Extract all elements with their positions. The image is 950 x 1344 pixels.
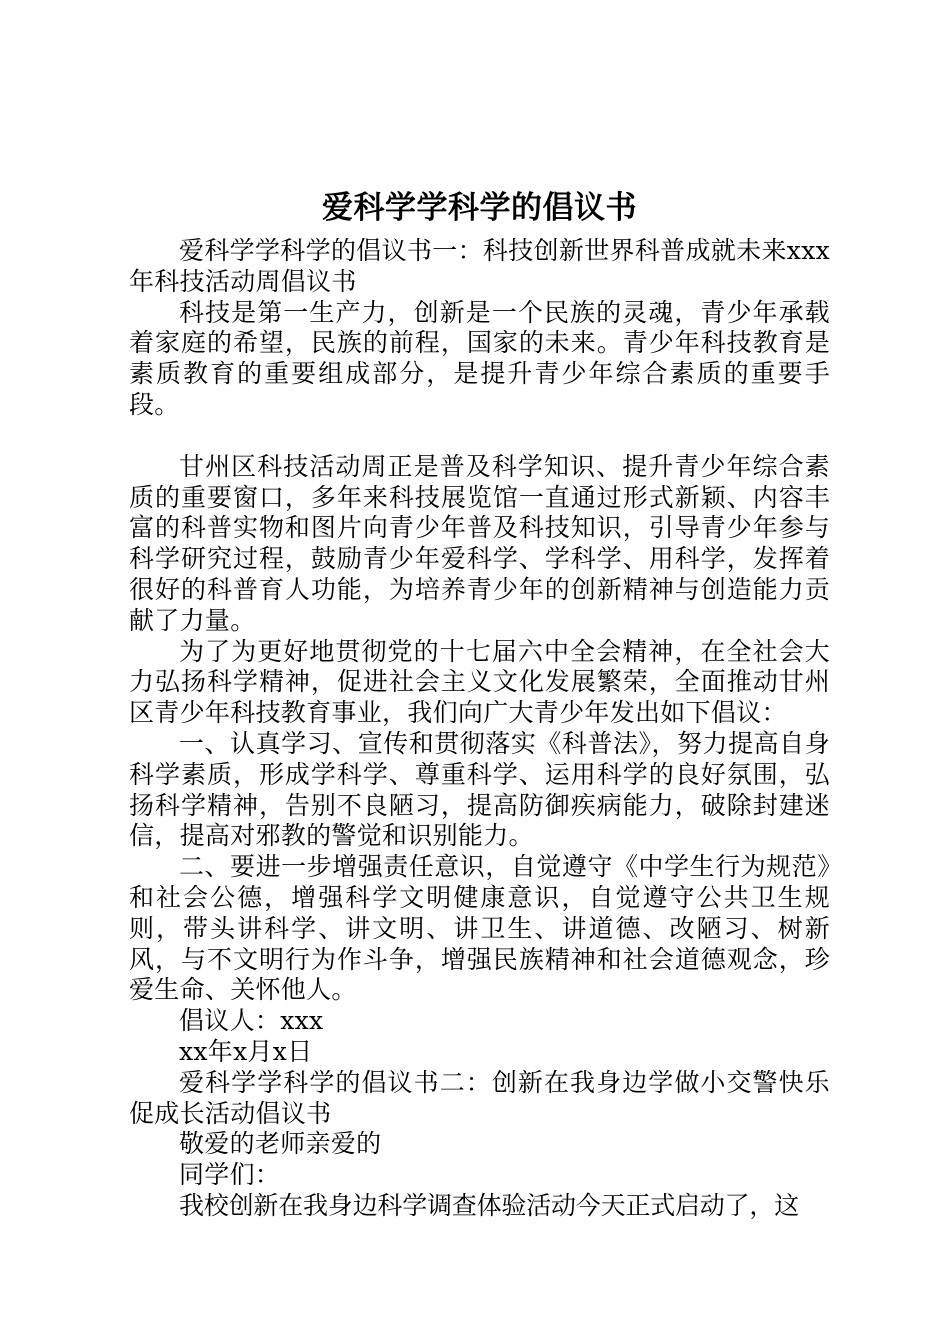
document-body xyxy=(129,186,830,1222)
paragraph-8: 我校创新在我身边科学调查体验活动今天正式启动了，这 xyxy=(179,1190,800,1220)
paragraph-7: 爱科学学科学的倡议书二：创新在我身边学做小交警快乐促成长活动倡议书 xyxy=(129,1067,830,1128)
paragraph-2: 科技是第一生产力，创新是一个民族的灵魂，青少年承载着家庭的希望，民族的前程，国家的未来。青少年科技教育是素质教育的重要组成部分，是提升青少年综合素质的重要手段。 xyxy=(129,297,830,419)
blank-line xyxy=(129,421,830,452)
signature-line: 倡议人：xxx xyxy=(179,1006,324,1036)
salutation-line-2: 同学们： xyxy=(179,1160,281,1190)
document-title: 爱科学学科学的倡议书 xyxy=(322,190,637,226)
date-line: xx年x月x日 xyxy=(179,1036,313,1066)
paragraph-5: 一、认真学习、宣传和贯彻落实《科普法》，努力提高自身科学素质，形成学科学、尊重科学、运用科学的良好氛围，弘扬科学精神，告别不良陋习，提高防御疾病能力，破除封建迷信，提高对邪教的警觉和识别能力。 xyxy=(129,728,830,851)
paragraph-3: 甘州区科技活动周正是普及科学知识、提升青少年综合素质的重要窗口，多年来科技展览馆一直通过形式新颖、内容丰富的科普实物和图片向青少年普及科技知识，引导青少年参与科学研究过程，鼓励青少年爱科学、学科学、用科学，发挥着很好的科普育人功能，为培养青少年的创新精神与创造能力贡献了力量。 xyxy=(129,451,830,635)
salutation-line-1: 敬爱的老师亲爱的 xyxy=(179,1129,382,1159)
paragraph-6: 二、要进一步增强责任意识，自觉遵守《中学生行为规范》和社会公德，增强科学文明健康意识，自觉遵守公共卫生规则，带头讲科学、讲文明、讲卫生、讲道德、改陋习、树新风，与不文明行为作斗争，增强民族精神和社会道德观念，珍爱生命、关怀他人。 xyxy=(129,852,830,1005)
paragraph-4: 为了为更好地贯彻党的十七届六中全会精神，在全社会大力弘扬科学精神，促进社会主义文化发展繁荣，全面推动甘州区青少年科技教育事业，我们向广大青少年发出如下倡议： xyxy=(129,636,830,728)
paragraph-1: 爱科学学科学的倡议书一：科技创新世界科普成就未来xxx年科技活动周倡议书 xyxy=(129,236,830,296)
